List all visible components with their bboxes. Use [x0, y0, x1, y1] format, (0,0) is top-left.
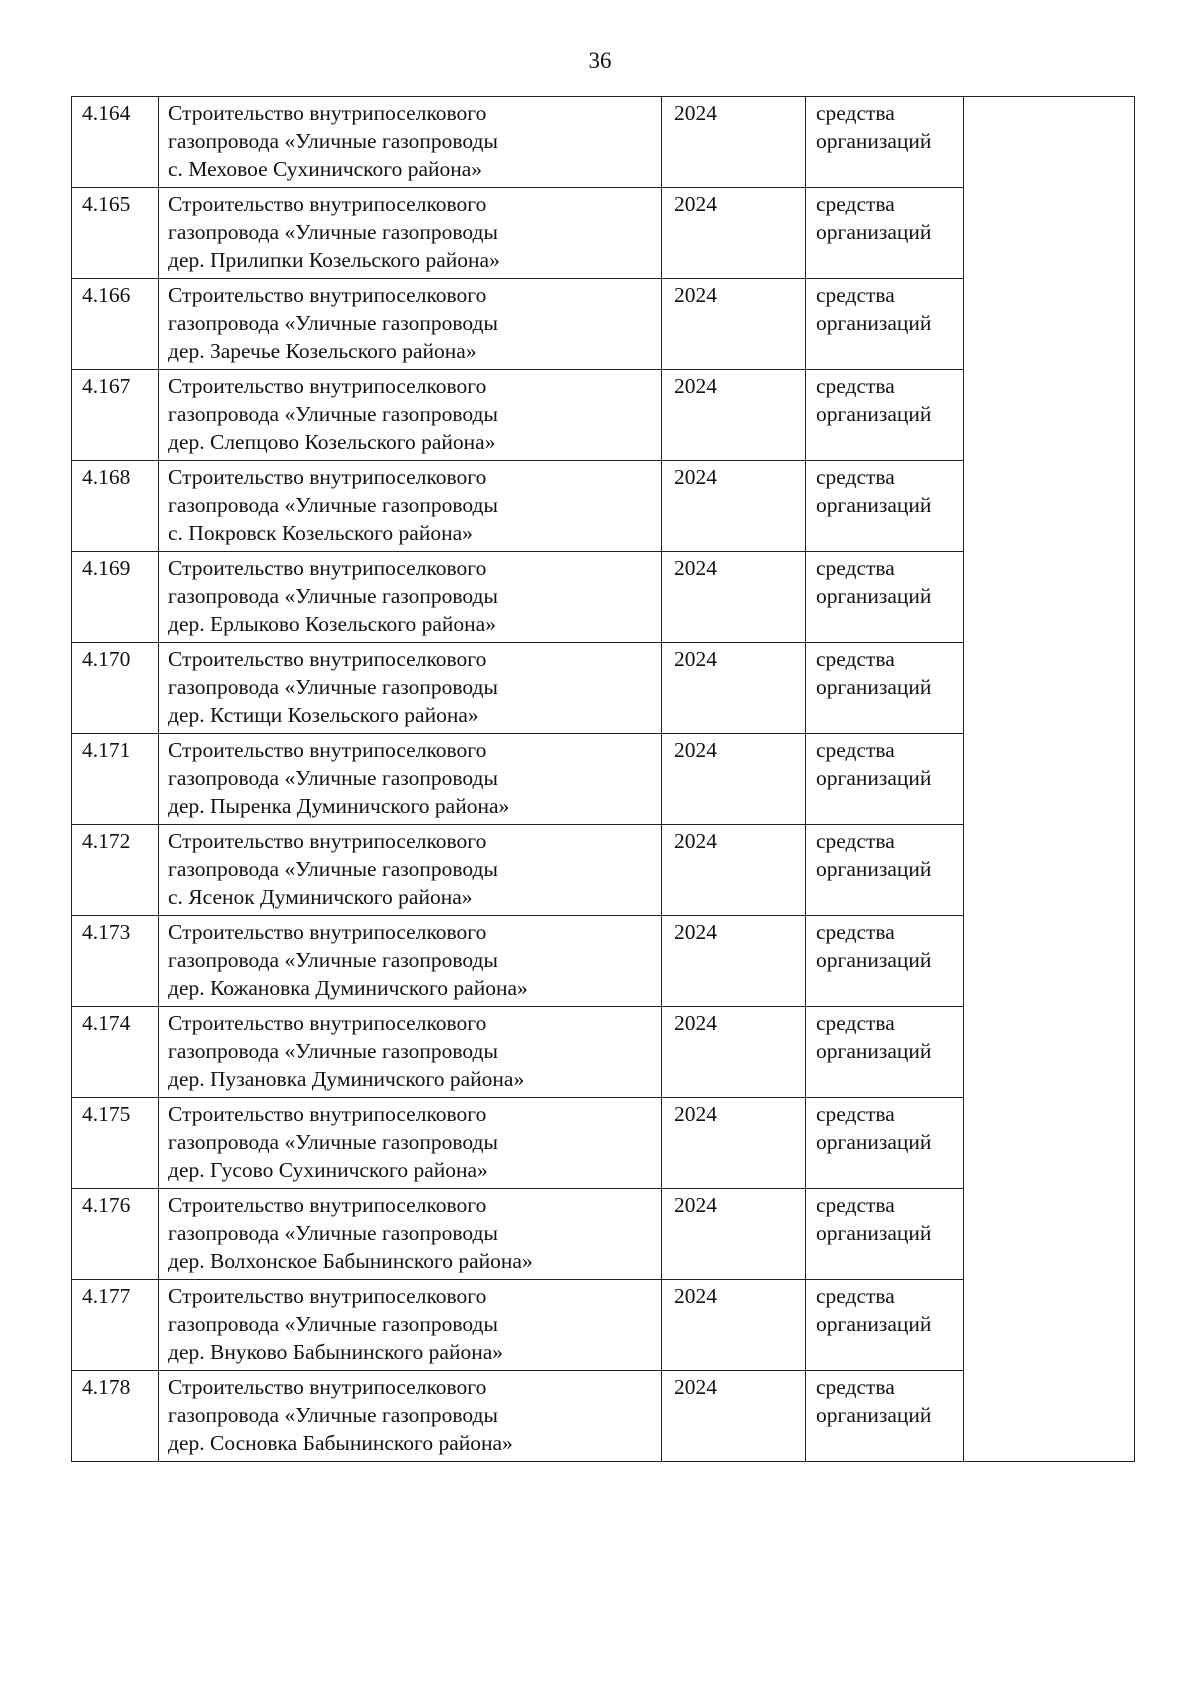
row-empty-cell [964, 825, 1135, 916]
funding-source-line: организаций [816, 1312, 932, 1336]
row-empty-cell [964, 279, 1135, 370]
funding-source-line: средства [816, 1102, 895, 1126]
description-line: газопровода «Уличные газопроводы [168, 220, 498, 244]
row-description [159, 1371, 662, 1462]
row-description [159, 734, 662, 825]
row-number: 4.165 [72, 188, 159, 279]
funding-source-line: средства [816, 829, 895, 853]
table-row [72, 825, 1135, 916]
row-description [159, 188, 662, 279]
funding-source-line: организаций [816, 1221, 932, 1245]
row-number: 4.172 [72, 825, 159, 916]
description-line: Строительство внутрипоселкового [168, 192, 487, 216]
document-table [71, 96, 1135, 1462]
description-line: дер. Гусово Сухиничского района» [168, 1158, 488, 1182]
row-empty-cell [964, 370, 1135, 461]
funding-source-line: средства [816, 556, 895, 580]
description-line: Строительство внутрипоселкового [168, 283, 487, 307]
description-line: дер. Пузановка Думиничского района» [168, 1067, 525, 1091]
row-year: 2024 [662, 552, 806, 643]
row-empty-cell [964, 188, 1135, 279]
table-row [72, 552, 1135, 643]
funding-source-line: организаций [816, 311, 932, 335]
row-funding-source [806, 1007, 964, 1098]
description-line: Строительство внутрипоселкового [168, 647, 487, 671]
description-line: Строительство внутрипоселкового [168, 1284, 487, 1308]
row-empty-cell [964, 461, 1135, 552]
row-funding-source [806, 734, 964, 825]
row-description [159, 1007, 662, 1098]
description-line: дер. Кстищи Козельского района» [168, 703, 479, 727]
description-line: газопровода «Уличные газопроводы [168, 311, 498, 335]
funding-source-line: средства [816, 192, 895, 216]
row-empty-cell [964, 916, 1135, 1007]
description-line: Строительство внутрипоселкового [168, 920, 487, 944]
row-description [159, 643, 662, 734]
row-number: 4.169 [72, 552, 159, 643]
funding-source-line: организаций [816, 220, 932, 244]
row-year: 2024 [662, 825, 806, 916]
description-line: Строительство внутрипоселкового [168, 1193, 487, 1217]
row-number: 4.176 [72, 1189, 159, 1280]
description-line: Строительство внутрипоселкового [168, 738, 487, 762]
row-year: 2024 [662, 97, 806, 188]
row-number: 4.167 [72, 370, 159, 461]
description-line: газопровода «Уличные газопроводы [168, 584, 498, 608]
funding-source-line: средства [816, 283, 895, 307]
row-description [159, 1189, 662, 1280]
funding-source-line: средства [816, 374, 895, 398]
funding-source-line: средства [816, 647, 895, 671]
table-row [72, 643, 1135, 734]
description-line: газопровода «Уличные газопроводы [168, 129, 498, 153]
funding-source-line: средства [816, 1284, 895, 1308]
description-line: газопровода «Уличные газопроводы [168, 766, 498, 790]
row-year: 2024 [662, 1189, 806, 1280]
description-line: Строительство внутрипоселкового [168, 374, 487, 398]
funding-source-line: организаций [816, 1130, 932, 1154]
description-line: Строительство внутрипоселкового [168, 1011, 487, 1035]
row-number: 4.164 [72, 97, 159, 188]
row-funding-source [806, 1098, 964, 1189]
description-line: Строительство внутрипоселкового [168, 556, 487, 580]
description-line: с. Ясенок Думиничского района» [168, 885, 473, 909]
row-year: 2024 [662, 643, 806, 734]
description-line: дер. Волхонское Бабынинского района» [168, 1249, 533, 1273]
description-line: газопровода «Уличные газопроводы [168, 402, 498, 426]
row-funding-source [806, 825, 964, 916]
row-funding-source [806, 279, 964, 370]
row-empty-cell [964, 1007, 1135, 1098]
row-funding-source [806, 643, 964, 734]
row-number: 4.174 [72, 1007, 159, 1098]
table-row [72, 1280, 1135, 1371]
row-funding-source [806, 97, 964, 188]
table-row [72, 1371, 1135, 1462]
row-year: 2024 [662, 461, 806, 552]
description-line: газопровода «Уличные газопроводы [168, 1221, 498, 1245]
row-funding-source [806, 1189, 964, 1280]
table-row [72, 370, 1135, 461]
table-row [72, 188, 1135, 279]
description-line: с. Покровск Козельского района» [168, 521, 473, 545]
funding-source-line: средства [816, 465, 895, 489]
row-year: 2024 [662, 1098, 806, 1189]
row-year: 2024 [662, 916, 806, 1007]
description-line: дер. Ерлыково Козельского района» [168, 612, 496, 636]
funding-source-line: организаций [816, 857, 932, 881]
description-line: газопровода «Уличные газопроводы [168, 1130, 498, 1154]
row-year: 2024 [662, 279, 806, 370]
row-number: 4.177 [72, 1280, 159, 1371]
description-line: дер. Внуково Бабынинского района» [168, 1340, 504, 1364]
row-number: 4.175 [72, 1098, 159, 1189]
row-description [159, 825, 662, 916]
funding-source-line: средства [816, 1375, 895, 1399]
row-year: 2024 [662, 734, 806, 825]
funding-source-line: средства [816, 1193, 895, 1217]
row-number: 4.173 [72, 916, 159, 1007]
funding-source-line: организаций [816, 493, 932, 517]
description-line: газопровода «Уличные газопроводы [168, 1312, 498, 1336]
description-line: газопровода «Уличные газопроводы [168, 948, 498, 972]
row-number: 4.171 [72, 734, 159, 825]
row-description [159, 97, 662, 188]
row-empty-cell [964, 97, 1135, 188]
row-funding-source [806, 188, 964, 279]
table-body [72, 97, 1135, 1462]
funding-source-line: организаций [816, 1403, 932, 1427]
row-number: 4.170 [72, 643, 159, 734]
row-year: 2024 [662, 188, 806, 279]
table-row [72, 734, 1135, 825]
funding-source-line: средства [816, 101, 895, 125]
description-line: дер. Заречье Козельского района» [168, 339, 477, 363]
description-line: газопровода «Уличные газопроводы [168, 1039, 498, 1063]
table-row [72, 279, 1135, 370]
row-number: 4.168 [72, 461, 159, 552]
description-line: дер. Прилипки Козельского района» [168, 248, 500, 272]
table-row [72, 1007, 1135, 1098]
table-row [72, 461, 1135, 552]
funding-source-line: средства [816, 1011, 895, 1035]
description-line: Строительство внутрипоселкового [168, 829, 487, 853]
row-funding-source [806, 1280, 964, 1371]
funding-source-line: организаций [816, 584, 932, 608]
description-line: дер. Слепцово Козельского района» [168, 430, 496, 454]
row-empty-cell [964, 1371, 1135, 1462]
row-description [159, 279, 662, 370]
row-empty-cell [964, 552, 1135, 643]
funding-source-line: организаций [816, 402, 932, 426]
funding-source-line: средства [816, 920, 895, 944]
row-description [159, 461, 662, 552]
row-number: 4.166 [72, 279, 159, 370]
row-description [159, 1280, 662, 1371]
row-empty-cell [964, 1098, 1135, 1189]
row-funding-source [806, 1371, 964, 1462]
description-line: Строительство внутрипоселкового [168, 1375, 487, 1399]
row-empty-cell [964, 1280, 1135, 1371]
table-row [72, 97, 1135, 188]
table-row [72, 1098, 1135, 1189]
row-description [159, 552, 662, 643]
table-row [72, 916, 1135, 1007]
description-line: газопровода «Уличные газопроводы [168, 857, 498, 881]
row-empty-cell [964, 1189, 1135, 1280]
funding-source-line: организаций [816, 129, 932, 153]
row-description [159, 1098, 662, 1189]
row-year: 2024 [662, 1280, 806, 1371]
row-number: 4.178 [72, 1371, 159, 1462]
description-line: дер. Сосновка Бабынинского района» [168, 1431, 513, 1455]
row-year: 2024 [662, 370, 806, 461]
funding-source-line: организаций [816, 675, 932, 699]
row-description [159, 916, 662, 1007]
row-funding-source [806, 461, 964, 552]
row-funding-source [806, 370, 964, 461]
description-line: с. Меховое Сухиничского района» [168, 157, 483, 181]
description-line: Строительство внутрипоселкового [168, 465, 487, 489]
funding-source-line: средства [816, 738, 895, 762]
description-line: Строительство внутрипоселкового [168, 1102, 487, 1126]
row-empty-cell [964, 643, 1135, 734]
funding-source-line: организаций [816, 1039, 932, 1063]
description-line: Строительство внутрипоселкового [168, 101, 487, 125]
row-funding-source [806, 916, 964, 1007]
row-year: 2024 [662, 1007, 806, 1098]
row-funding-source [806, 552, 964, 643]
page-number: 36 [588, 48, 612, 73]
row-year: 2024 [662, 1371, 806, 1462]
funding-source-line: организаций [816, 948, 932, 972]
description-line: газопровода «Уличные газопроводы [168, 493, 498, 517]
description-line: дер. Кожановка Думиничского района» [168, 976, 528, 1000]
row-description [159, 370, 662, 461]
funding-source-line: организаций [816, 766, 932, 790]
row-empty-cell [964, 734, 1135, 825]
description-line: дер. Пыренка Думиничского района» [168, 794, 510, 818]
description-line: газопровода «Уличные газопроводы [168, 1403, 498, 1427]
description-line: газопровода «Уличные газопроводы [168, 675, 498, 699]
table-row [72, 1189, 1135, 1280]
